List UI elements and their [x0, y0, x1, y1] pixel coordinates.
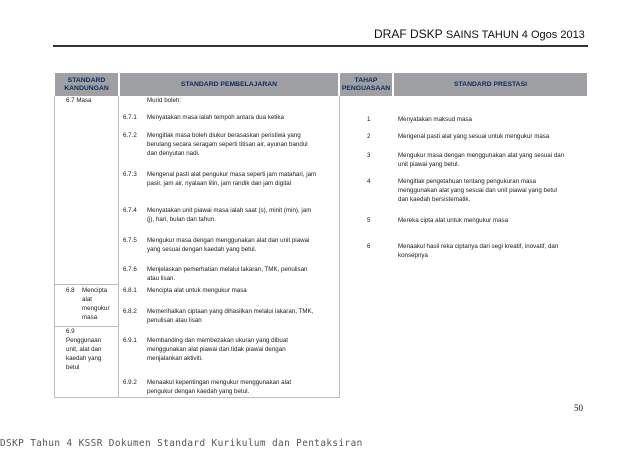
table-border-bottom	[54, 397, 340, 398]
header-rule	[53, 45, 588, 47]
kandungan-6-8-number: 6.8	[66, 287, 75, 294]
prestasi-text-line: konsepnya	[398, 252, 428, 259]
table-divider-row-68	[54, 284, 119, 285]
header-title: DRAF DSKP	[374, 27, 443, 41]
prestasi-text-line: Mereka cipta alat untuk mengukur masa	[398, 217, 509, 224]
sp-text-line: yang sesuai dengan kaedah yang betul.	[147, 246, 257, 253]
tahap-number: 1	[367, 116, 371, 123]
kandungan-6-8-line1: Mencipta	[82, 287, 108, 294]
header-tahap-penguasaan	[340, 73, 392, 96]
prestasi-text-line: Mengitlak pengetahuan tentang pengukuran masa	[398, 178, 536, 185]
sp-code: 6.7.4	[123, 207, 137, 214]
prestasi-text-line: unit piawai yang betul.	[398, 161, 460, 168]
sp-text-line: Mencipta alat untuk mengukur masa	[147, 287, 247, 294]
header-tahap-line1: TAHAP	[354, 76, 378, 84]
kandungan-6-9-line5: betul	[66, 364, 80, 371]
prestasi-text-line: Mengukur masa dengan menggunakan alat yang sesuai dan	[398, 152, 565, 159]
sp-code: 6.7.6	[123, 266, 137, 273]
sp-text-line: Mengitlak masa boleh diukur berasaskan peristiwa yang	[147, 132, 301, 139]
sp-code: 6.8.2	[123, 308, 137, 315]
sp-text-line: dan denyutan nadi.	[147, 150, 200, 157]
sp-text-line: Menyatakan masa ialah tempoh antara dua ketika	[147, 114, 284, 121]
sp-code: 6.9.2	[123, 379, 137, 386]
sp-text-line: pengukur dengan kaedah yang betul.	[147, 388, 250, 395]
table-divider-pembelajaran	[339, 96, 340, 397]
sp-text-line: Menjelaskan pemerhatian melalui lakaran, TMK, penulisan	[147, 266, 308, 273]
murid-boleh-label: Murid boleh:	[147, 97, 182, 104]
kandungan-6-8-line4: masa	[82, 314, 98, 321]
tahap-number: 2	[367, 133, 371, 140]
sp-text-line: atau lisan.	[147, 275, 176, 282]
prestasi-text-line: dan kaedah bersistematik.	[398, 196, 471, 203]
sp-text-line: menjalankan aktiviti.	[147, 355, 203, 362]
sp-code: 6.8.1	[123, 287, 137, 294]
sp-text-line: pasir, jam air, nyalaan lilin, jam randik dan jam digital	[147, 180, 292, 187]
document-header	[374, 27, 585, 41]
kandungan-6-9-line3: unit, alat dan	[66, 346, 102, 353]
header-standard-prestasi	[394, 73, 587, 96]
prestasi-text-line: Menaakul hasil reka ciptanya dari segi kreatif, inovatif, dan	[398, 243, 559, 250]
kandungan-6-9-line1: 6.9	[66, 328, 75, 335]
table-divider-row-69	[54, 326, 119, 327]
tahap-number: 6	[367, 243, 371, 250]
sp-text-line: Menaakul kepentingan mengukur menggunakan alat	[147, 379, 292, 386]
prestasi-text-line: menggunakan alat yang sesuai dan unit piawai yang betul	[398, 187, 557, 194]
sp-code: 6.7.2	[123, 132, 137, 139]
document-footer: DSKP Tahun 4 KSSR Dokumen Standard Kurikulum dan Pentaksiran	[0, 438, 363, 449]
header-prestasi-label: STANDARD PRESTASI	[453, 80, 527, 88]
kandungan-6-8-line3: mengukur	[82, 305, 110, 312]
sp-text-line: penulisan atau lisan	[147, 317, 202, 324]
kandungan-6-9-line2: Penggunaan	[66, 337, 102, 344]
sp-text-line: Membanding dan membezakan ukuran yang dibuat	[147, 337, 289, 344]
kandungan-6-9-line4: kaedah yang	[66, 355, 102, 362]
tahap-number: 5	[367, 217, 371, 224]
table-border-left	[54, 96, 55, 397]
kandungan-6-7: 6.7 Masa	[66, 97, 92, 104]
sp-code: 6.9.1	[123, 337, 137, 344]
kandungan-6-8-line2: alat	[82, 296, 92, 303]
sp-text-line: berulang secara seragam seperti titisan air, ayunan bandul	[147, 141, 308, 148]
tahap-number: 3	[367, 152, 371, 159]
page-number: 50	[574, 403, 583, 413]
sp-text-line: Menyatakan unit piawai masa ialah saat (s), minit (min), jam	[147, 207, 312, 214]
sp-code: 6.7.1	[123, 114, 137, 121]
header-standard-kandungan	[55, 73, 118, 96]
sp-code: 6.7.3	[123, 171, 137, 178]
prestasi-text-line: Mengenal pasti alat yang sesuai untuk mengukur masa	[398, 133, 550, 140]
sp-text-line: Memerihalkan ciptaan yang dihasilkan melalui lakaran, TMK,	[147, 308, 314, 315]
tahap-number: 4	[367, 178, 371, 185]
sp-text-line: Mengenal pasti alat pengukur masa seperti jam matahari, jam	[147, 171, 317, 178]
prestasi-text-line: Menyatakan maksud masa	[398, 116, 472, 123]
header-pembelajaran-label: STANDARD PEMBELAJARAN	[180, 80, 278, 88]
sp-text-line: (j), hari, bulan dan tahun.	[147, 216, 216, 223]
sp-text-line: menggunakan alat piawai dan tidak piawai dengan	[147, 346, 286, 353]
table-divider-kandungan	[118, 96, 119, 397]
header-standard-pembelajaran	[120, 73, 338, 96]
sp-code: 6.7.5	[123, 237, 137, 244]
sp-text-line: Mengukur masa dengan menggunakan alat dan unit piawai	[147, 237, 310, 244]
header-subtitle: SAINS TAHUN 4 Ogos 2013	[445, 29, 585, 41]
header-tahap-line2: PENGUASAAN	[341, 84, 391, 92]
header-kandungan-line1: STANDARD	[67, 76, 106, 84]
header-kandungan-line2: KANDUNGAN	[64, 84, 109, 92]
